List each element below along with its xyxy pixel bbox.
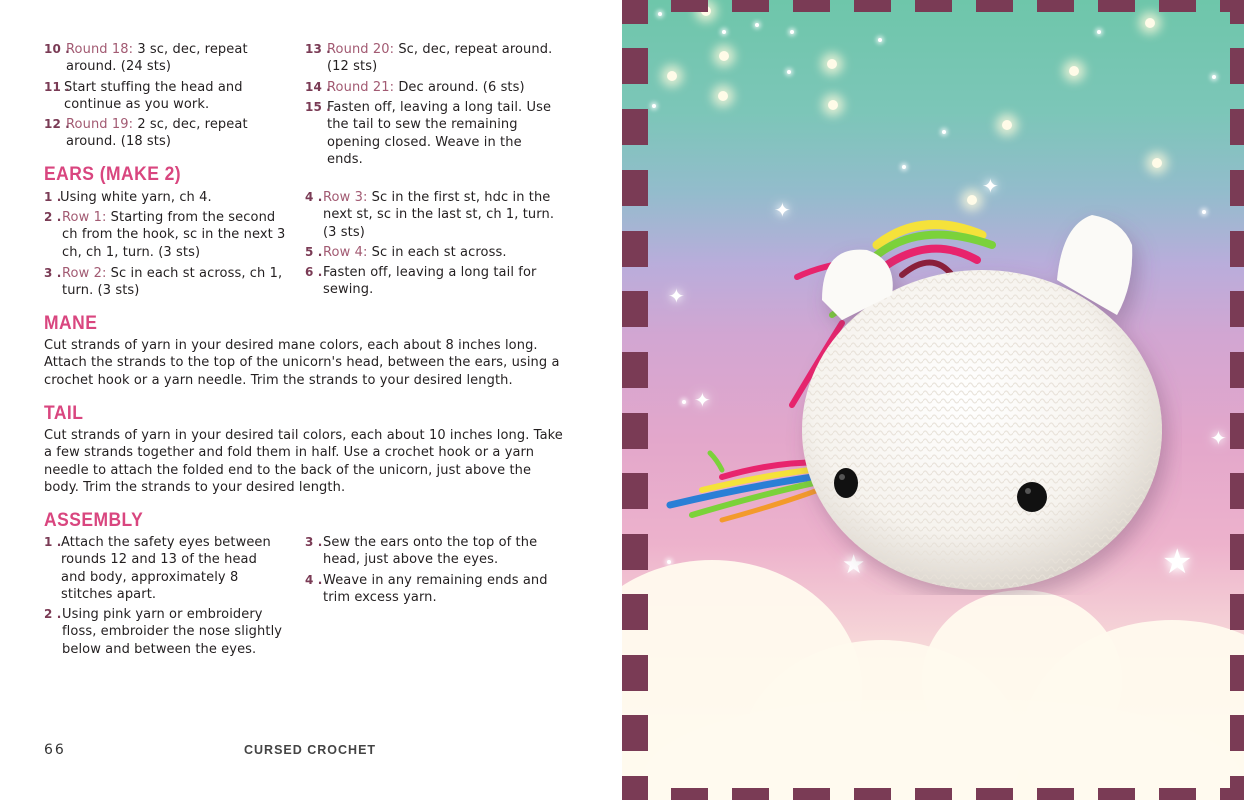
assembly-step-1 bbox=[44, 534, 284, 603]
step-14 bbox=[305, 79, 555, 96]
step-text: Fasten off, leaving a long tail for sewing. bbox=[323, 265, 537, 298]
step-number: 15 . bbox=[305, 100, 331, 114]
row-label: Row 1: bbox=[62, 210, 107, 225]
round-label: Round 18: bbox=[66, 42, 134, 57]
ears-step-6 bbox=[305, 264, 545, 299]
step-number: 1 . bbox=[44, 535, 62, 549]
step-text: Sew the ears onto the top of the head, just above the eyes. bbox=[323, 535, 538, 568]
step-text: Fasten off, leaving a long tail. Use the tail to sew the remaining opening closed. Weave in the ends. bbox=[327, 100, 552, 167]
section-heading-tail: TAIL bbox=[44, 403, 84, 424]
row-label: Row 2: bbox=[62, 266, 107, 281]
ears-step-3 bbox=[44, 265, 289, 300]
assembly-step-4 bbox=[305, 572, 550, 607]
step-text: Weave in any remaining ends and trim excess yarn. bbox=[323, 573, 548, 606]
step-text: Using pink yarn or embroidery floss, embroider the nose slightly below and between the eyes. bbox=[62, 607, 283, 657]
step-10 bbox=[44, 41, 294, 76]
step-number: 4 . bbox=[305, 573, 323, 587]
step-number: 4 . bbox=[305, 190, 323, 204]
step-13 bbox=[305, 41, 555, 76]
step-number: 10 . bbox=[44, 42, 70, 56]
ears-step-2 bbox=[44, 209, 294, 261]
step-text: Attach the safety eyes between rounds 12 and 13 of the head and body, approximately 8 stitches apart. bbox=[61, 535, 271, 602]
section-heading-ears: EARS (MAKE 2) bbox=[44, 164, 182, 185]
right-eye bbox=[1017, 482, 1047, 512]
step-text: Sc in each st across. bbox=[367, 245, 507, 260]
step-number: 5 . bbox=[305, 245, 323, 259]
step-text: 3 sc, dec, repeat around. (24 sts) bbox=[66, 42, 248, 75]
ears-step-1 bbox=[44, 189, 294, 206]
sparkle-icon: ✦ bbox=[774, 198, 791, 222]
running-title: CURSED CROCHET bbox=[244, 743, 377, 757]
step-text: Starting from the second ch from the hook, sc in the next 3 ch, ch 1, turn. (3 sts) bbox=[62, 210, 286, 260]
mane-paragraph: Cut strands of yarn in your desired mane colors, each about 8 inches long. Attach the strands to the top of the unicorn's head, between the ears, using a crochet hook or a yarn needle. Trim the strands to your desired length. bbox=[44, 338, 560, 388]
sparkle-icon: ✦ bbox=[694, 388, 711, 412]
step-number: 2 . bbox=[44, 210, 62, 224]
tail-paragraph: Cut strands of yarn in your desired tail colors, each about 10 inches long. Take a few strands together and fold them in half. Use a crochet hook or a yarn needle to attach the folded end to the back of the unicorn, just above the body. Trim the strands to your desired length. bbox=[44, 428, 563, 495]
section-heading-assembly: ASSEMBLY bbox=[44, 510, 144, 531]
step-number: 3 . bbox=[44, 266, 62, 280]
ears-step-5 bbox=[305, 244, 560, 261]
step-text: Sc, dec, repeat around. (12 sts) bbox=[327, 42, 553, 75]
step-number: 3 . bbox=[305, 535, 323, 549]
step-number: 13 . bbox=[305, 42, 331, 56]
section-heading-mane: MANE bbox=[44, 313, 98, 334]
step-15 bbox=[305, 99, 560, 168]
step-text: Sc in the first st, hdc in the next st, sc in the last st, ch 1, turn. (3 sts) bbox=[323, 190, 555, 240]
step-text: 2 sc, dec, repeat around. (18 sts) bbox=[66, 117, 248, 150]
step-number: 12 . bbox=[44, 117, 70, 131]
step-number: 6 . bbox=[305, 265, 323, 279]
step-text: Dec around. (6 sts) bbox=[394, 80, 525, 95]
sparkle-icon: ★ bbox=[842, 550, 866, 580]
step-number: 2 . bbox=[44, 607, 62, 621]
step-number: 11 . bbox=[44, 80, 70, 94]
step-11 bbox=[44, 79, 269, 114]
step-number: 1 . bbox=[44, 190, 62, 204]
step-text: Using white yarn, ch 4. bbox=[60, 190, 212, 205]
assembly-step-2 bbox=[44, 606, 299, 658]
step-text: Start stuffing the head and continue as you work. bbox=[64, 80, 243, 113]
step-number: 14 . bbox=[305, 80, 331, 94]
left-eye bbox=[834, 468, 858, 498]
round-label: Round 19: bbox=[66, 117, 134, 132]
sparkle-icon: ✦ bbox=[1210, 426, 1227, 450]
round-label: Round 21: bbox=[327, 80, 395, 95]
round-label: Round 20: bbox=[327, 42, 395, 57]
photo-page bbox=[622, 0, 1244, 800]
step-12 bbox=[44, 116, 294, 151]
step-text: Sc in each st across, ch 1, turn. (3 sts) bbox=[62, 266, 283, 299]
sparkle-icon: ✦ bbox=[982, 174, 999, 198]
row-label: Row 4: bbox=[323, 245, 368, 260]
row-label: Row 3: bbox=[323, 190, 368, 205]
sparkle-icon: ✦ bbox=[668, 284, 685, 308]
sparkle-icon: ★ bbox=[1162, 542, 1193, 582]
ears-step-4 bbox=[305, 189, 560, 241]
page-number: 66 bbox=[44, 742, 66, 758]
crochet-unicorn-photo bbox=[662, 205, 1182, 595]
assembly-step-3 bbox=[305, 534, 550, 569]
